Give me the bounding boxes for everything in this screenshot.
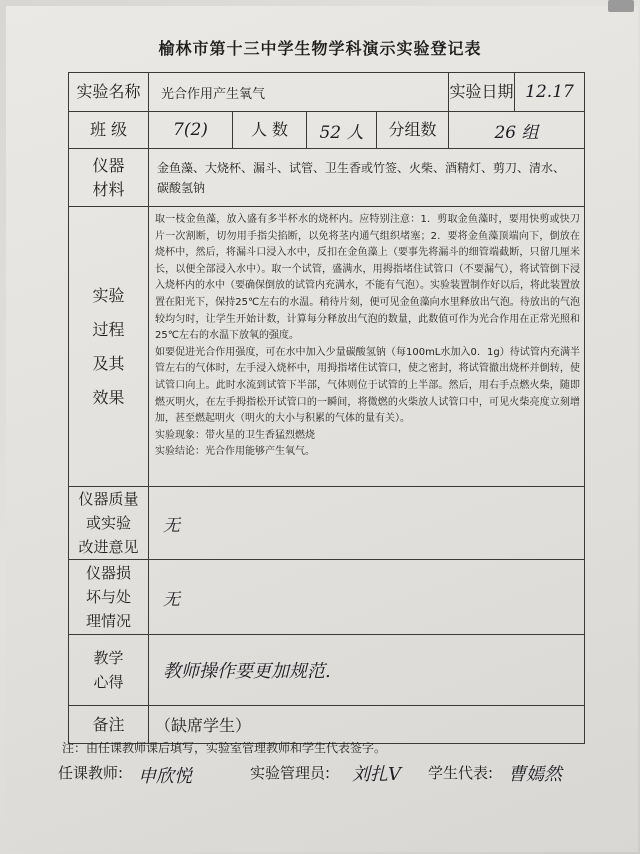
value-group-count: 26 组 <box>449 112 585 149</box>
value-quality: 无 <box>149 487 585 560</box>
process-paragraph: 如要促进光合作用强度，可在水中加入少量碳酸氢钠（每100mL水加入0．1g）待试管内充满半管左右的气体时，左手浸入烧杯中，用拇指堵住试管口，使之密封，将试管撤出烧杯并倒转，使试管口向上。此时水流到试管下半部，气体则位于试管的上半部。然后，用右手点燃火柴，随即燃灭明火，在左手拇指松开试管口的一瞬间，将微燃的火柴放人试管口中，可见火柴亮度立刻增加，甚至燃起明火（明火的大小与积累的气体的量有关）。 <box>155 346 581 425</box>
page-title: 榆林市第十三中学生物学科演示实验登记表 <box>158 39 482 58</box>
value-experiment-date: 12.17 <box>515 73 585 112</box>
row-remarks <box>69 706 585 744</box>
row-experience <box>69 635 585 706</box>
row-experiment-name <box>69 73 585 112</box>
label-group-count: 分组数 <box>377 112 449 149</box>
label-quality <box>69 487 149 560</box>
label-materials <box>69 149 149 207</box>
label-experiment-name: 实验名称 <box>69 73 149 112</box>
label-line: 教学 <box>93 649 124 667</box>
process-phenomenon: 实验现象：带火星的卫生香猛烈燃烧 <box>155 429 315 441</box>
label-student-count: 人 数 <box>233 112 307 149</box>
student-signature-label: 学生代表: <box>428 764 494 782</box>
label-line: 或实验 <box>85 514 131 532</box>
row-class-info <box>69 112 585 149</box>
value-experience: 教师操作要更加规范. <box>149 635 585 706</box>
label-line: 效果 <box>92 387 125 407</box>
label-line: 及其 <box>92 353 125 373</box>
label-line: 理情况 <box>85 612 131 630</box>
value-experiment-name: 光合作用产生氧气 <box>149 73 449 112</box>
label-line: 仪器质量 <box>78 490 139 508</box>
row-process <box>69 207 585 487</box>
label-damage <box>69 560 149 635</box>
row-quality <box>69 487 585 560</box>
label-line: 材料 <box>92 179 125 199</box>
admin-signature: 刘扎V <box>352 764 401 785</box>
student-signature: 曹嫣然 <box>508 764 562 785</box>
admin-signature-label: 实验管理员: <box>250 764 331 782</box>
registration-table <box>68 72 585 744</box>
label-line: 坏与处 <box>85 588 131 606</box>
value-process <box>149 207 585 487</box>
value-student-count: 52 人 <box>307 112 377 149</box>
process-conclusion: 实验结论：光合作用能够产生氧气。 <box>155 446 315 458</box>
label-experience <box>69 635 149 706</box>
footnote: 注：由任课教师课后填写，实验室管理教师和学生代表签字。 <box>62 741 387 755</box>
label-process <box>69 207 149 487</box>
value-remarks: （缺席学生） <box>149 706 585 744</box>
teacher-signature: 申欣悦 <box>138 766 192 787</box>
label-line: 仪器损 <box>85 564 131 582</box>
value-materials: 金鱼藻、大烧杯、漏斗、试管、卫生香或竹签、火柴、酒精灯、剪刀、清水、碳酸氢钠 <box>149 149 585 207</box>
value-damage: 无 <box>149 560 585 635</box>
staple <box>608 0 634 12</box>
label-remarks: 备注 <box>69 706 149 744</box>
label-line: 改进意见 <box>78 538 139 556</box>
label-experiment-date: 实验日期 <box>449 73 515 112</box>
label-line: 实验 <box>92 285 125 305</box>
process-paragraph: 取一枝金鱼藻，放入盛有多半杯水的烧杯内。应特别注意：1．剪取金鱼藻时，要用快剪或快刀片一次割断，切勿用手指尖掐断，以免将茎内通气组织堵塞；2．要将金鱼藻顶端向下，倒放在烧杯中，然后，将漏斗口浸入水中，反扣在金鱼藻上（要事先将漏斗的细管端截断，只留几厘米长，以便全部浸入水中）。取一个试管，盛满水，用拇指堵住试管口（不要漏气），将试管倒下浸入烧杯内的水中（要确保倒放的试管内充满水，不能有气泡）。实验装置制作好以后，将此装置放置在阳光下，保持25℃左右的水温。稍待片刻，便可见金鱼藻向水里释放出气泡。待放出的气泡较均匀时，让学生开始计数，计算每分释放出气泡的数量，此数值可作为光合作用在正常光照和25℃左右的水温下放氧的强度。 <box>155 214 581 342</box>
row-materials <box>69 149 585 207</box>
label-line: 心得 <box>93 673 124 691</box>
value-class: 7(2) <box>149 112 233 149</box>
label-line: 过程 <box>92 319 125 339</box>
label-class: 班 级 <box>69 112 149 149</box>
label-line: 仪器 <box>92 155 125 175</box>
row-damage <box>69 560 585 635</box>
teacher-signature-label: 任课教师: <box>58 764 124 782</box>
